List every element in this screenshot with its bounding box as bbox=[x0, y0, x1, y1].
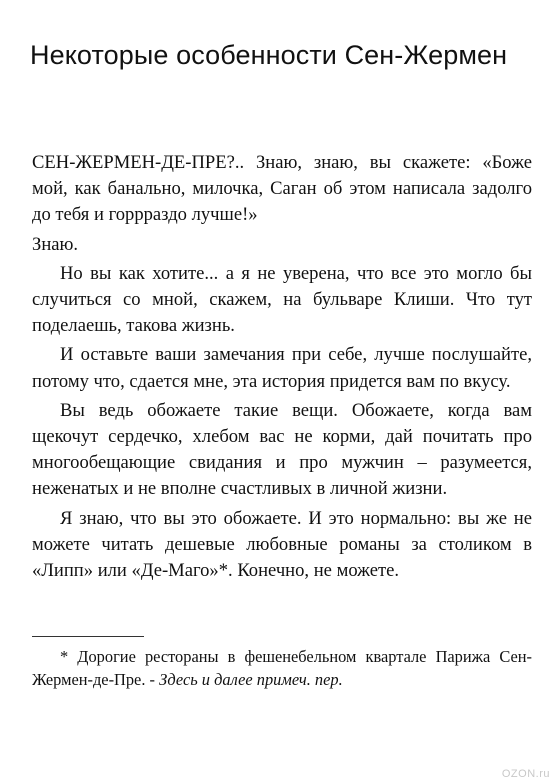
footnote-translator-note: Здесь и далее примеч. пер. bbox=[159, 670, 343, 689]
watermark: OZON.ru bbox=[501, 768, 550, 780]
footnote-divider bbox=[32, 636, 144, 637]
paragraph: Я знаю, что вы это обожаете. И это нормально: вы же не можете читать дешевые любовные романы за столиком в «Липп» или «Де-Маго»*. Конечно, не можете. bbox=[32, 507, 532, 582]
paragraph: Вы ведь обожаете такие вещи. Обожаете, когда вам щекочут сердечко, хлебом вас не корми, дай почитать про многообещающие свидания и про мужчин – разумеется, неженатых и не вполне счастливых в личной жизни. bbox=[32, 399, 532, 500]
body-text bbox=[32, 150, 532, 587]
paragraph: И оставьте ваши замечания при себе, лучше послушайте, потому что, сдается мне, эта история придется вам по вкусу. bbox=[32, 344, 532, 392]
footnote bbox=[32, 645, 532, 691]
footnote-text: * Дорогие рестораны в фешенебельном квартале Парижа Сен-Жермен-де-Пре. - bbox=[32, 647, 532, 689]
chapter-title: Некоторые особенности Сен-Жермен bbox=[30, 40, 508, 70]
paragraph: СЕН-ЖЕРМЕН-ДЕ-ПРЕ?.. Знаю, знаю, вы скажете: «Боже мой, как банально, милочка, Саган об этом написала задолго до тебя и горрраздо лучше!» bbox=[32, 152, 532, 226]
paragraph: Знаю. bbox=[32, 233, 79, 255]
paragraph: Но вы как хотите... а я не уверена, что все это могло бы случиться со мной, скажем, на бульваре Клиши. Что тут поделаешь, такова жизнь. bbox=[32, 262, 532, 337]
